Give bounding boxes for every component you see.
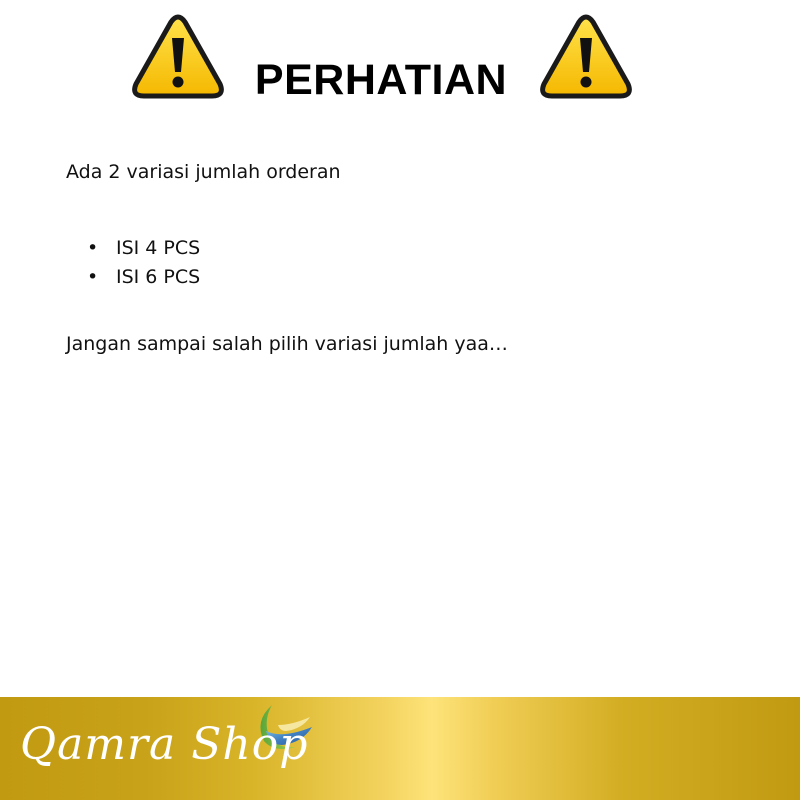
footer-banner [0, 697, 800, 800]
brand-name: Qamra Shop [20, 719, 309, 770]
list-item [66, 234, 746, 263]
warning-icon [132, 14, 224, 100]
list-item [66, 263, 746, 292]
notice-content [66, 158, 746, 358]
closing-text: Jangan sampai salah pilih variasi jumlah yaa… [66, 333, 508, 355]
variant-options-list [66, 234, 746, 292]
header [0, 14, 800, 104]
option-label: ISI 6 PCS [116, 266, 201, 288]
bullet-icon: • [87, 237, 99, 259]
bullet-icon: • [87, 266, 99, 288]
warning-icon [540, 14, 632, 100]
intro-text: Ada 2 variasi jumlah orderan [66, 161, 341, 183]
option-label: ISI 4 PCS [116, 237, 201, 259]
page-title: PERHATIAN [254, 56, 508, 104]
